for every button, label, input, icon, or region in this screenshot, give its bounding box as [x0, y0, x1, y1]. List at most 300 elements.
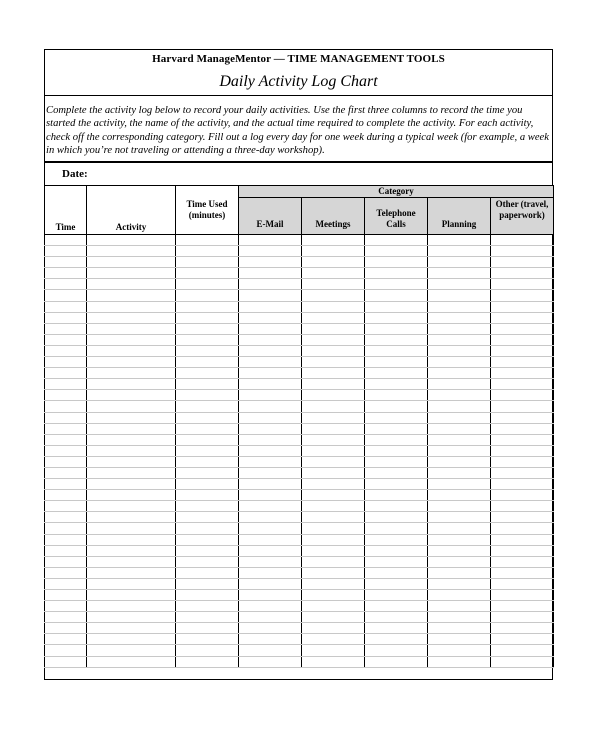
meetings-cell	[302, 479, 365, 490]
meetings-cell	[302, 490, 365, 501]
time-used-cell	[176, 401, 239, 412]
email-cell	[239, 623, 302, 634]
planning-cell	[428, 623, 491, 634]
email-cell	[239, 578, 302, 589]
column-header-activity: Activity	[87, 186, 176, 235]
meetings-cell	[302, 301, 365, 312]
table-row	[45, 590, 554, 601]
meetings-cell	[302, 434, 365, 445]
activity-cell	[87, 379, 176, 390]
other-cell	[491, 246, 554, 257]
table-row	[45, 612, 554, 623]
activity-cell	[87, 334, 176, 345]
email-cell	[239, 301, 302, 312]
time-cell	[45, 290, 87, 301]
telephone-cell	[365, 456, 428, 467]
email-cell	[239, 590, 302, 601]
table-row	[45, 490, 554, 501]
activity-cell	[87, 567, 176, 578]
telephone-cell	[365, 590, 428, 601]
table-row	[45, 390, 554, 401]
other-cell	[491, 379, 554, 390]
time-used-cell	[176, 512, 239, 523]
planning-cell	[428, 545, 491, 556]
table-row	[45, 512, 554, 523]
activity-cell	[87, 434, 176, 445]
time-cell	[45, 590, 87, 601]
planning-cell	[428, 235, 491, 246]
other-cell	[491, 534, 554, 545]
meetings-cell	[302, 257, 365, 268]
table-row	[45, 623, 554, 634]
planning-cell	[428, 357, 491, 368]
time-used-cell	[176, 523, 239, 534]
activity-cell	[87, 279, 176, 290]
time-used-cell	[176, 290, 239, 301]
email-cell	[239, 235, 302, 246]
table-row	[45, 656, 554, 667]
other-cell	[491, 545, 554, 556]
column-header-planning: Planning	[428, 198, 491, 235]
time-cell	[45, 456, 87, 467]
email-cell	[239, 556, 302, 567]
email-cell	[239, 512, 302, 523]
planning-cell	[428, 445, 491, 456]
time-used-cell	[176, 379, 239, 390]
telephone-cell	[365, 578, 428, 589]
telephone-cell	[365, 246, 428, 257]
table-row	[45, 556, 554, 567]
telephone-cell	[365, 434, 428, 445]
instructions-divider	[44, 161, 553, 163]
telephone-cell	[365, 567, 428, 578]
planning-cell	[428, 423, 491, 434]
activity-cell	[87, 645, 176, 656]
other-cell	[491, 357, 554, 368]
telephone-cell	[365, 467, 428, 478]
email-cell	[239, 279, 302, 290]
telephone-cell	[365, 290, 428, 301]
email-cell	[239, 545, 302, 556]
meetings-cell	[302, 501, 365, 512]
activity-cell	[87, 368, 176, 379]
email-cell	[239, 612, 302, 623]
time-cell	[45, 323, 87, 334]
telephone-cell	[365, 534, 428, 545]
telephone-cell	[365, 645, 428, 656]
other-cell	[491, 645, 554, 656]
other-cell	[491, 490, 554, 501]
time-used-cell	[176, 323, 239, 334]
telephone-cell	[365, 345, 428, 356]
planning-cell	[428, 490, 491, 501]
planning-cell	[428, 645, 491, 656]
time-cell	[45, 434, 87, 445]
column-header-time-used: Time Used (minutes)	[176, 186, 239, 235]
table-row	[45, 268, 554, 279]
meetings-cell	[302, 268, 365, 279]
other-cell	[491, 501, 554, 512]
email-cell	[239, 345, 302, 356]
activity-cell	[87, 656, 176, 667]
time-used-cell	[176, 412, 239, 423]
meetings-cell	[302, 601, 365, 612]
time-used-cell	[176, 578, 239, 589]
table-row	[45, 323, 554, 334]
table-row	[45, 545, 554, 556]
table-row	[45, 379, 554, 390]
time-used-cell	[176, 545, 239, 556]
table-row	[45, 567, 554, 578]
time-cell	[45, 423, 87, 434]
meetings-cell	[302, 246, 365, 257]
telephone-cell	[365, 501, 428, 512]
other-cell	[491, 345, 554, 356]
meetings-cell	[302, 412, 365, 423]
time-cell	[45, 623, 87, 634]
meetings-cell	[302, 235, 365, 246]
email-cell	[239, 467, 302, 478]
planning-cell	[428, 634, 491, 645]
time-used-cell	[176, 334, 239, 345]
email-cell	[239, 323, 302, 334]
other-cell	[491, 390, 554, 401]
time-used-cell	[176, 490, 239, 501]
time-used-cell	[176, 423, 239, 434]
activity-cell	[87, 423, 176, 434]
time-cell	[45, 235, 87, 246]
email-cell	[239, 334, 302, 345]
other-cell	[491, 479, 554, 490]
other-cell	[491, 578, 554, 589]
planning-cell	[428, 656, 491, 667]
time-cell	[45, 390, 87, 401]
table-row	[45, 334, 554, 345]
activity-cell	[87, 235, 176, 246]
telephone-cell	[365, 268, 428, 279]
activity-cell	[87, 445, 176, 456]
time-cell	[45, 645, 87, 656]
time-cell	[45, 379, 87, 390]
table-row	[45, 634, 554, 645]
time-cell	[45, 512, 87, 523]
planning-cell	[428, 412, 491, 423]
activity-cell	[87, 290, 176, 301]
time-used-cell	[176, 345, 239, 356]
other-cell	[491, 301, 554, 312]
table-row	[45, 246, 554, 257]
telephone-cell	[365, 279, 428, 290]
email-cell	[239, 246, 302, 257]
telephone-cell	[365, 656, 428, 667]
time-used-cell	[176, 590, 239, 601]
table-row	[45, 434, 554, 445]
other-cell	[491, 612, 554, 623]
meetings-cell	[302, 390, 365, 401]
email-cell	[239, 290, 302, 301]
page-title: Daily Activity Log Chart	[219, 73, 378, 90]
time-used-cell	[176, 357, 239, 368]
activity-cell	[87, 312, 176, 323]
table-row	[45, 301, 554, 312]
other-cell	[491, 467, 554, 478]
activity-cell	[87, 479, 176, 490]
other-cell	[491, 523, 554, 534]
other-cell	[491, 290, 554, 301]
activity-cell	[87, 512, 176, 523]
email-cell	[239, 368, 302, 379]
email-cell	[239, 434, 302, 445]
email-cell	[239, 479, 302, 490]
planning-cell	[428, 368, 491, 379]
time-cell	[45, 312, 87, 323]
time-cell	[45, 445, 87, 456]
time-used-cell	[176, 534, 239, 545]
meetings-cell	[302, 645, 365, 656]
planning-cell	[428, 334, 491, 345]
column-header-meetings: Meetings	[302, 198, 365, 235]
meetings-cell	[302, 334, 365, 345]
telephone-cell	[365, 357, 428, 368]
other-cell	[491, 634, 554, 645]
planning-cell	[428, 612, 491, 623]
time-used-cell	[176, 301, 239, 312]
planning-cell	[428, 567, 491, 578]
telephone-cell	[365, 556, 428, 567]
time-cell	[45, 301, 87, 312]
time-used-cell	[176, 279, 239, 290]
email-cell	[239, 534, 302, 545]
time-cell	[45, 268, 87, 279]
activity-cell	[87, 257, 176, 268]
meetings-cell	[302, 445, 365, 456]
table-row	[45, 345, 554, 356]
other-cell	[491, 257, 554, 268]
time-cell	[45, 612, 87, 623]
table-row	[45, 312, 554, 323]
time-used-cell	[176, 235, 239, 246]
planning-cell	[428, 301, 491, 312]
meetings-cell	[302, 567, 365, 578]
planning-cell	[428, 257, 491, 268]
planning-cell	[428, 523, 491, 534]
telephone-cell	[365, 368, 428, 379]
time-cell	[45, 523, 87, 534]
log-rows	[45, 235, 554, 668]
activity-cell	[87, 412, 176, 423]
activity-cell	[87, 556, 176, 567]
time-cell	[45, 501, 87, 512]
planning-cell	[428, 401, 491, 412]
telephone-cell	[365, 312, 428, 323]
activity-cell	[87, 612, 176, 623]
time-cell	[45, 490, 87, 501]
activity-cell	[87, 246, 176, 257]
time-cell	[45, 601, 87, 612]
telephone-cell	[365, 379, 428, 390]
table-row	[45, 257, 554, 268]
telephone-cell	[365, 323, 428, 334]
time-used-cell	[176, 246, 239, 257]
meetings-cell	[302, 656, 365, 667]
time-used-cell	[176, 623, 239, 634]
planning-cell	[428, 512, 491, 523]
table-row	[45, 357, 554, 368]
meetings-cell	[302, 290, 365, 301]
meetings-cell	[302, 534, 365, 545]
time-cell	[45, 368, 87, 379]
time-used-cell	[176, 612, 239, 623]
time-cell	[45, 556, 87, 567]
planning-cell	[428, 501, 491, 512]
time-used-cell	[176, 312, 239, 323]
meetings-cell	[302, 368, 365, 379]
meetings-cell	[302, 312, 365, 323]
planning-cell	[428, 312, 491, 323]
meetings-cell	[302, 612, 365, 623]
meetings-cell	[302, 578, 365, 589]
email-cell	[239, 523, 302, 534]
time-cell	[45, 246, 87, 257]
time-used-cell	[176, 479, 239, 490]
planning-cell	[428, 268, 491, 279]
other-cell	[491, 423, 554, 434]
email-cell	[239, 379, 302, 390]
meetings-cell	[302, 523, 365, 534]
table-row	[45, 368, 554, 379]
time-cell	[45, 656, 87, 667]
column-header-other: Other (travel, paperwork)	[491, 198, 554, 235]
time-cell	[45, 345, 87, 356]
meetings-cell	[302, 345, 365, 356]
date-label: Date:	[62, 168, 88, 180]
email-cell	[239, 645, 302, 656]
planning-cell	[428, 290, 491, 301]
time-cell	[45, 401, 87, 412]
email-cell	[239, 412, 302, 423]
email-cell	[239, 445, 302, 456]
telephone-cell	[365, 412, 428, 423]
other-cell	[491, 445, 554, 456]
time-used-cell	[176, 390, 239, 401]
telephone-cell	[365, 445, 428, 456]
other-cell	[491, 512, 554, 523]
column-header-email: E-Mail	[239, 198, 302, 235]
email-cell	[239, 312, 302, 323]
time-cell	[45, 357, 87, 368]
planning-cell	[428, 345, 491, 356]
table-row	[45, 279, 554, 290]
telephone-cell	[365, 390, 428, 401]
other-cell	[491, 656, 554, 667]
time-used-cell	[176, 368, 239, 379]
other-cell	[491, 312, 554, 323]
planning-cell	[428, 479, 491, 490]
planning-cell	[428, 578, 491, 589]
activity-cell	[87, 523, 176, 534]
planning-cell	[428, 323, 491, 334]
email-cell	[239, 257, 302, 268]
other-cell	[491, 412, 554, 423]
telephone-cell	[365, 545, 428, 556]
other-cell	[491, 334, 554, 345]
email-cell	[239, 490, 302, 501]
other-cell	[491, 401, 554, 412]
meetings-cell	[302, 556, 365, 567]
header-divider	[44, 95, 553, 96]
time-used-cell	[176, 656, 239, 667]
instructions-text: Complete the activity log below to record your daily activities. Use the first three columns to record the time you started the activity, the name of the activity, and the actual time required to complete the activity. For each activity, check off the corresponding category. Fill out a log every day for one week during a typical week (for example, a week in which you’re not traveling or attending a three-day workshop).	[46, 105, 549, 157]
activity-cell	[87, 534, 176, 545]
telephone-cell	[365, 301, 428, 312]
time-cell	[45, 467, 87, 478]
planning-cell	[428, 279, 491, 290]
meetings-cell	[302, 379, 365, 390]
category-group-header: Category	[239, 186, 554, 198]
other-cell	[491, 279, 554, 290]
other-cell	[491, 456, 554, 467]
planning-cell	[428, 379, 491, 390]
activity-cell	[87, 456, 176, 467]
other-cell	[491, 590, 554, 601]
time-used-cell	[176, 567, 239, 578]
telephone-cell	[365, 623, 428, 634]
other-cell	[491, 434, 554, 445]
meetings-cell	[302, 401, 365, 412]
telephone-cell	[365, 334, 428, 345]
time-cell	[45, 334, 87, 345]
activity-cell	[87, 401, 176, 412]
table-row	[45, 412, 554, 423]
time-cell	[45, 567, 87, 578]
table-bottom-border	[44, 679, 553, 680]
time-cell	[45, 412, 87, 423]
other-cell	[491, 556, 554, 567]
email-cell	[239, 634, 302, 645]
table-row	[45, 645, 554, 656]
planning-cell	[428, 556, 491, 567]
time-cell	[45, 279, 87, 290]
time-used-cell	[176, 501, 239, 512]
activity-cell	[87, 467, 176, 478]
table-row	[45, 456, 554, 467]
time-used-cell	[176, 556, 239, 567]
other-cell	[491, 567, 554, 578]
meetings-cell	[302, 545, 365, 556]
time-cell	[45, 634, 87, 645]
table-row	[45, 235, 554, 246]
other-cell	[491, 268, 554, 279]
table-row	[45, 467, 554, 478]
time-cell	[45, 578, 87, 589]
activity-cell	[87, 601, 176, 612]
planning-cell	[428, 434, 491, 445]
email-cell	[239, 390, 302, 401]
activity-log-table	[44, 185, 554, 668]
time-cell	[45, 479, 87, 490]
email-cell	[239, 401, 302, 412]
planning-cell	[428, 590, 491, 601]
time-used-cell	[176, 268, 239, 279]
activity-cell	[87, 345, 176, 356]
meetings-cell	[302, 423, 365, 434]
activity-cell	[87, 390, 176, 401]
telephone-cell	[365, 612, 428, 623]
planning-cell	[428, 246, 491, 257]
activity-cell	[87, 545, 176, 556]
time-cell	[45, 534, 87, 545]
telephone-cell	[365, 423, 428, 434]
